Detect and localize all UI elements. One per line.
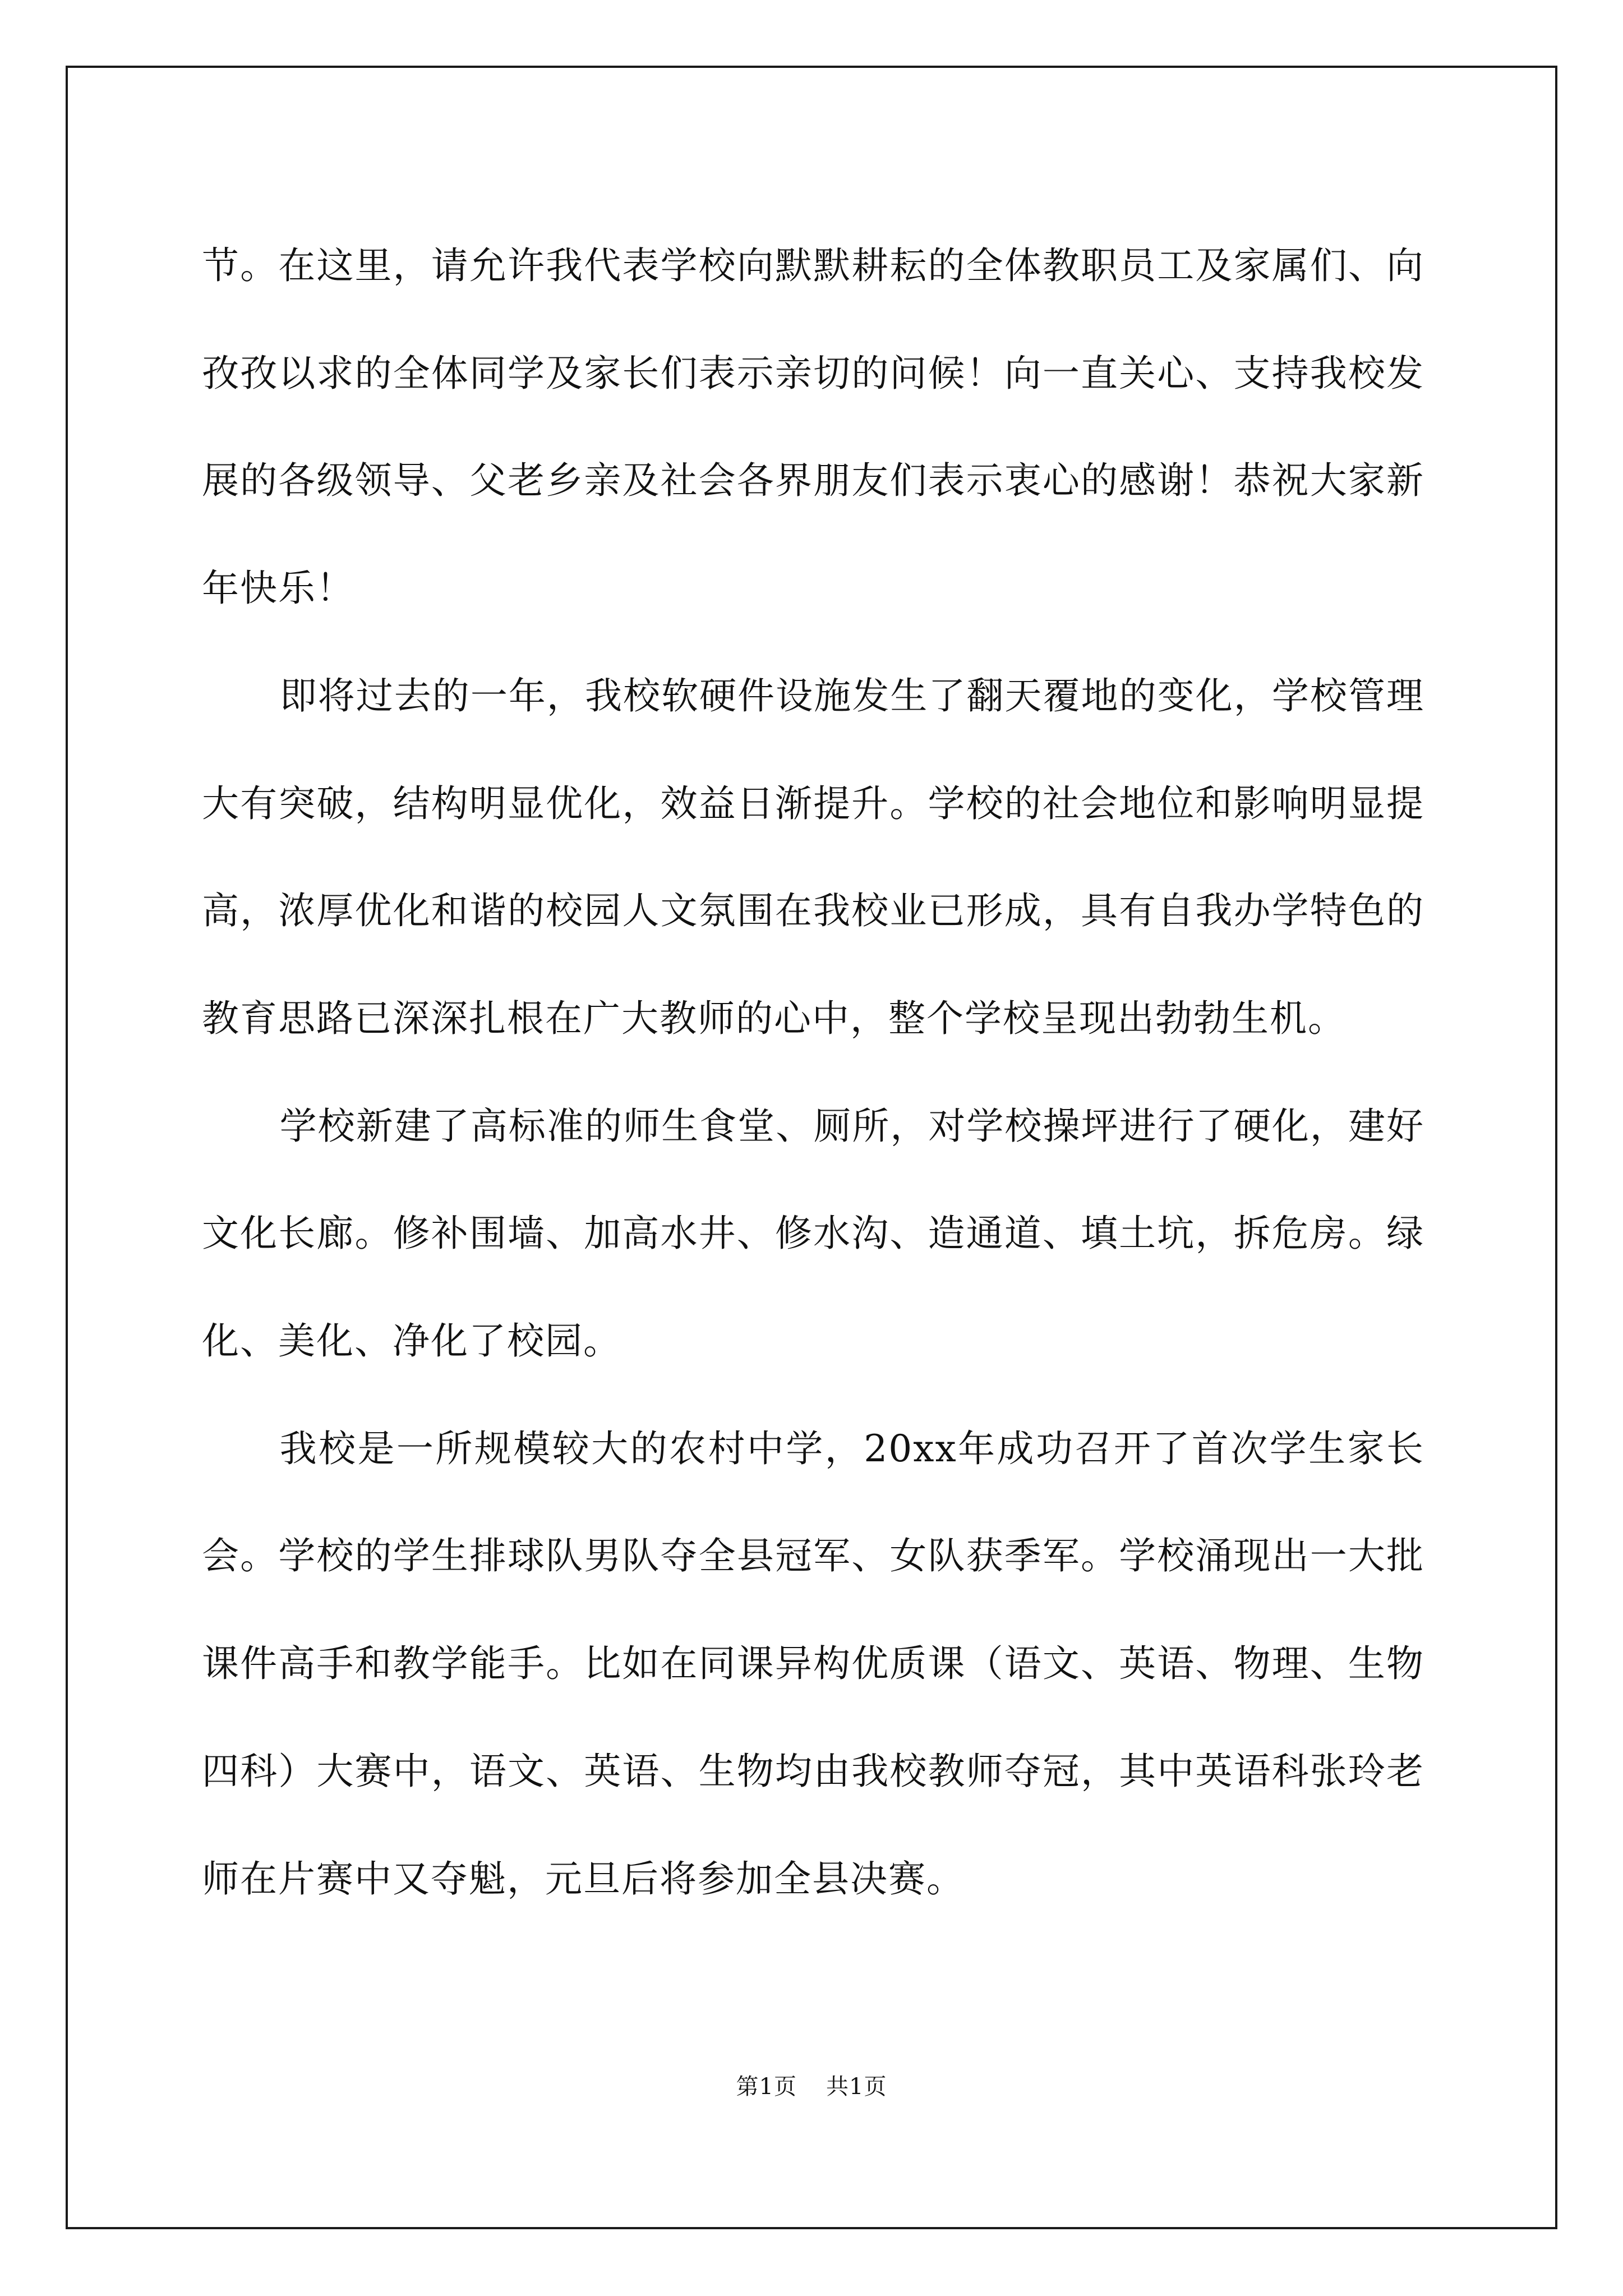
paragraph-4: 我校是一所规模较大的农村中学，20xx年成功召开了首次学生家长会。学校的学生排球队男队夺全县冠军、女队获季军。学校涌现出一大批课件高手和教学能手。比如在同课异构优质课（语文、英语、物理、生物四科）大赛中，语文、英语、生物均由我校教师夺冠，其中英语科张玲老师在片赛中又夺魁，元旦后将参加全县决赛。 — [202, 1427, 1424, 1901]
paragraph-2: 即将过去的一年，我校软硬件设施发生了翻天覆地的变化，学校管理大有突破，结构明显优化，效益日渐提升。学校的社会地位和影响明显提高，浓厚优化和谐的校园人文氛围在我校业已形成，具有自我办学特色的教育思路已深深扎根在广大教师的心中，整个学校呈现出勃勃生机。 — [202, 674, 1424, 1040]
paragraph-1: 节。在这里，请允许我代表学校向默默耕耘的全体教职员工及家属们、向孜孜以求的全体同学及家长们表示亲切的问候！向一直关心、支持我校发展的各级领导、父老乡亲及社会各界朋友们表示衷心的感谢！恭祝大家新年快乐！ — [202, 244, 1424, 610]
page-footer — [0, 2070, 1623, 2104]
document-body — [202, 212, 1424, 1932]
page-number-current: 第1页 — [736, 2074, 797, 2100]
page-number-total: 共1页 — [826, 2074, 887, 2100]
paragraph-3: 学校新建了高标准的师生食堂、厕所，对学校操坪进行了硬化，建好文化长廊。修补围墙、加高水井、修水沟、造通道、填土坑，拆危房。绿化、美化、净化了校园。 — [202, 1104, 1424, 1363]
